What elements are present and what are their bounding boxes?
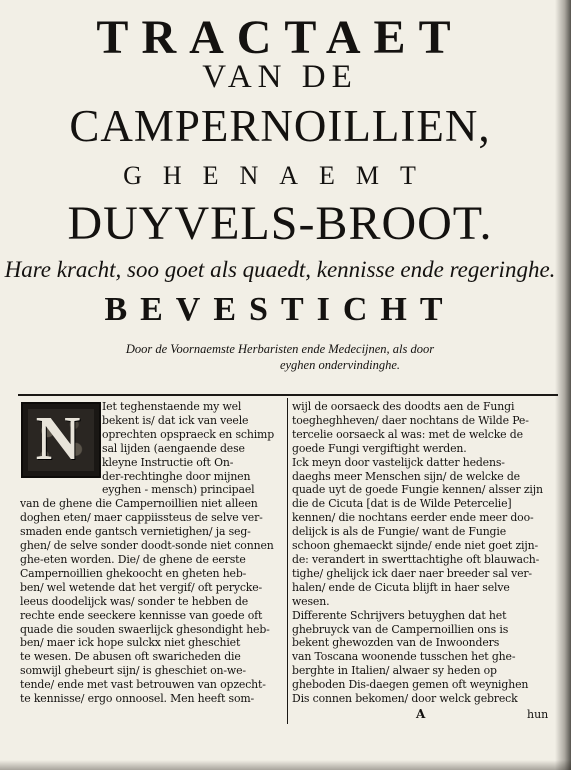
text-line: leeus doodelijck was/ sonder te hebben de: [20, 594, 249, 608]
byline-2: eyghen ondervindinghe.: [279, 358, 401, 372]
text-line: Campernoillien ghekoocht en gheten heb-: [20, 566, 247, 580]
text-line: berghte in Italien/ alwaer sy heden op: [292, 664, 497, 678]
text-line: rechte ende seeckere kennisse van goede oft: [20, 608, 263, 622]
text-line: Ick meyn door vastelijck datter hedens-: [292, 455, 505, 469]
title-bevesticht: BEVESTICHT: [104, 291, 456, 328]
signature-mark: A: [416, 707, 426, 721]
text-line: ben/ wel wetende dat het vergif/ oft perycke-: [20, 580, 263, 594]
text-line: schoon ghemaeckt sijnde/ ende niet goet zijn-: [292, 539, 539, 553]
text-line: wesen.: [292, 594, 330, 608]
text-line: van de ghene die Campernoillien niet alleen: [20, 497, 258, 511]
text-line: sal lijden (aengaende dese: [102, 441, 245, 455]
horizontal-rule: [18, 394, 558, 396]
text-line: oprechten opspraeck en schimp: [102, 427, 275, 441]
text-line: ghen/ de selve sonder doodt-sonde niet connen: [20, 539, 274, 553]
text-line: gheboden Dis-daegen gemen oft weynighen: [292, 678, 529, 692]
page-edge-shadow: [555, 0, 571, 770]
text-line: tighe/ ghelijck ick daer naer breeder sal ver-: [292, 566, 532, 580]
text-line: ben/ maer ick hope sulckx niet gheschiet: [20, 636, 241, 650]
text-line: Dis connen bekomen/ door welck gebreck: [292, 692, 518, 706]
text-line: delijck is als de Fungie/ want de Fungie: [292, 525, 507, 539]
text-line: der-rechtinghe door mijnen: [102, 469, 251, 483]
text-line: bekent ghewozden van de Inwoonders: [292, 636, 500, 650]
text-column-left: [20, 400, 282, 706]
text-line: bekent is/ dat ick van veele: [102, 413, 249, 427]
text-line: smaden ende gantsch vernietighen/ ja seg-: [20, 525, 251, 539]
text-line: ghe-eten worden. Die/ de ghene de eerste: [20, 552, 246, 566]
text-line: Iet teghenstaende my wel: [102, 400, 242, 413]
text-line: te wesen. De abusen oft swaricheden die: [20, 650, 241, 664]
text-line: eyghen - mensch) principael: [102, 483, 255, 497]
text-line: goede Fungi vergiftight werden.: [292, 441, 467, 455]
text-line: Differente Schrijvers betuyghen dat het: [292, 608, 507, 622]
title-ghenaemt: GHENAEMT: [123, 161, 437, 190]
title-campernoillien: CAMPERNOILLIEN,: [69, 101, 491, 151]
text-line: daeghs meer Menschen sijn/ de welcke de: [292, 469, 520, 483]
text-line: toegheghheven/ daer nochtans de Wilde Pe-: [292, 413, 529, 427]
title-duyvels-broot: DUYVELS-BROOT.: [67, 197, 493, 250]
text-line: ghebruyck van de Campernoillien ons is: [292, 622, 509, 636]
text-line: halen/ ende de Cicuta blijft in haer selve: [292, 580, 510, 594]
title-tractaet: TRACTAET: [96, 11, 464, 64]
title-van-de: VAN DE: [202, 59, 358, 95]
text-line: de: verandert in swerttachtighe oft blauwach-: [292, 552, 540, 566]
catchword: hun: [527, 708, 549, 721]
text-line: quade uyt de goede Fungie kennen/ alsser zijn: [292, 483, 543, 497]
text-line: kleyne Instructie oft On-: [102, 455, 234, 469]
text-line: te kennisse/ ergo onnoosel. Men heeft som-: [20, 692, 255, 706]
text-line: tende/ ende met vast betrouwen van opzecht-: [20, 678, 266, 692]
text-line: somwijl ghebeurt sijn/ is gheschiet on-we-: [20, 664, 246, 678]
text-column-right: [292, 400, 554, 706]
text-line: die de Cicuta [dat is de Wilde Petercelie]: [292, 497, 512, 511]
text-line: tercelie oorsaeck al was: met de welcke de: [292, 427, 523, 441]
text-line: wijl de oorsaeck des doodts aen de Fungi: [292, 400, 515, 413]
text-line: van Toscana woonende tusschen het ghe-: [292, 650, 516, 664]
byline-1: Door de Voornaemste Herbaristen ende Medecijnen, als door: [125, 342, 435, 356]
subtitle: Hare kracht, soo goet als quaedt, kennisse ende regeringhe.: [4, 257, 556, 282]
text-line: doghen eten/ maer cappiissteus de selve ver-: [20, 511, 263, 525]
text-line: quade die souden swaerlijck ghesondight heb-: [20, 622, 270, 636]
column-divider: [287, 398, 288, 724]
page-bottom-shadow: [0, 760, 571, 770]
initial-letter: N: [35, 405, 81, 473]
text-line: kennen/ die nochtans eerder ende meer doo-: [292, 511, 534, 525]
